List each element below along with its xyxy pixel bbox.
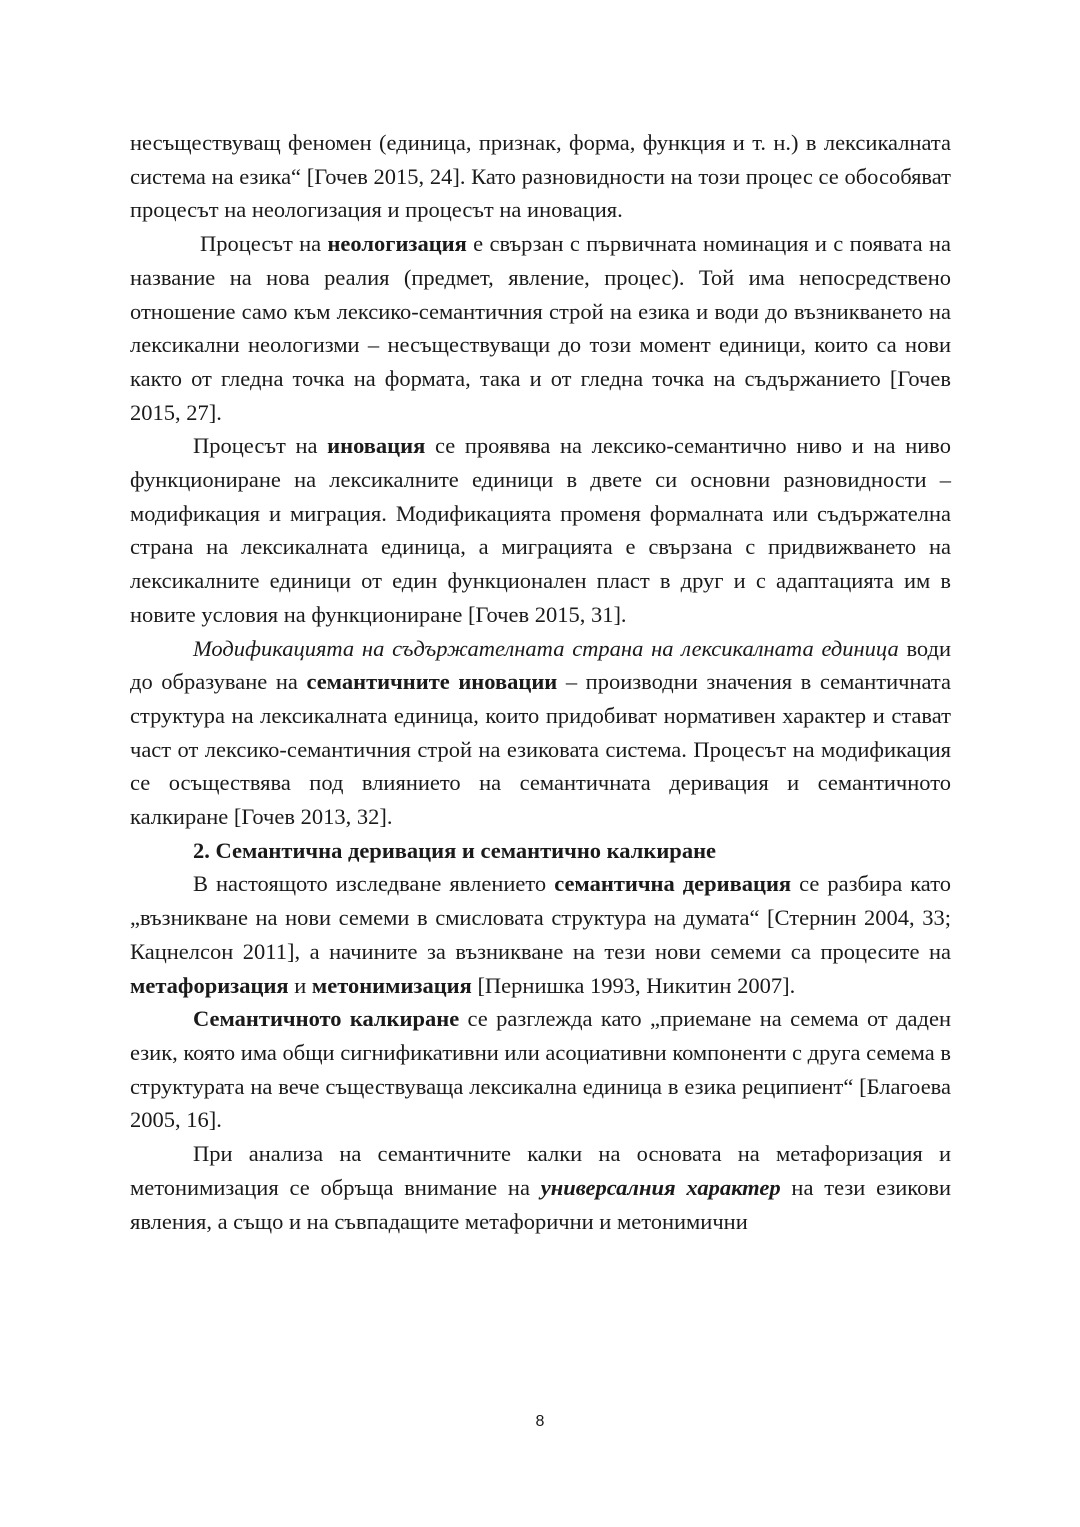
page-body: [130, 126, 951, 1238]
term-innovation: иновация: [327, 433, 426, 459]
page-number: 8: [535, 1413, 545, 1430]
paragraph-text: Процесът на: [200, 231, 328, 257]
term-metaphorization: метафоризация: [130, 972, 289, 998]
term-semantic-calque: Семантичното калкиране: [193, 1006, 460, 1032]
term-neologization: неологизация: [327, 231, 467, 257]
term-semantic-innovations: семантичните иновации: [306, 669, 558, 695]
paragraph-text: се проявява на лексико-семантично ниво и на ниво функциониране на лексикалните единици в двете си основни разновидности – модификация и миграция. Модификацията променя формалната или съдържателна страна на лексикалната единица, а миграцията е свързана с придвижването на лексикалните единици от един функционален пласт в друг и с адаптацията им в новите условия на функциониране [Гочев 2015, 31].: [130, 433, 951, 627]
paragraph-analysis: [130, 1137, 951, 1238]
term-universal-character: универсалния характер: [540, 1174, 781, 1200]
paragraph-text: на тези езикови явления, а също и на съвпадащите метафорични и метонимични: [130, 1174, 951, 1234]
paragraph-semantic-derivation: [130, 867, 951, 1002]
paragraph-text: [Пернишка 1993, Никитин 2007].: [471, 972, 796, 998]
paragraph-innovation: [130, 429, 951, 631]
paragraph-text: се разбира като „възникване на нови семеми в смисловата структура на думата“ [Стернин 2004, 33; Кацнелсон 2011], а начините за възникване на тези нови семеми са процесите на: [130, 871, 951, 964]
paragraph-text: – производни значения в семантичната структура на лексикалната единица, които придобиват нормативен характер и стават част от лексико-семантичния строй на езиковата система. Процесът на модификация се осъществява под влиянието на семантичната деривация и семантичното калкиране [Гочев 2013, 32].: [130, 669, 951, 830]
paragraph-text: и: [288, 972, 312, 998]
paragraph-text: води до образуване на: [130, 635, 952, 695]
term-semantic-derivation: семантична деривация: [554, 871, 792, 897]
paragraph-text: Процесът на: [193, 433, 328, 459]
paragraph-text: е свързан с първичната номинация и с появата на название на нова реалия (предмет, явление, процес). Той има непосредствено отношение само към лексико-семантичния строй на езика и води до възникването на лексикални неологизми – несъществуващи до този момент единици, които са нови както от гледна точка на формата, така и от гледна точка на съдържанието [Гочев 2015, 27].: [130, 231, 951, 425]
paragraph-text: В настоящото изследване явлението: [193, 871, 555, 897]
paragraph-neologization: [130, 227, 951, 429]
paragraph-semantic-calque: [130, 1002, 951, 1137]
paragraph-continuation: несъществуващ феномен (единица, признак, форма, функция и т. н.) в лексикалната система на езика“ [Гочев 2015, 24]. Като разновидности на този процес се обособяват процесът на неологизация и процесът на иновация.: [130, 130, 951, 223]
italic-phrase: Модификацията на съдържателната страна на лексикалната единица: [193, 635, 899, 661]
term-metonymization: метонимизация: [311, 972, 472, 998]
paragraph-text: При анализа на семантичните калки на основата на метафоризация и метонимизация се обръща внимание на: [130, 1141, 951, 1200]
paragraph-modification: [130, 632, 951, 834]
section-heading: 2. Семантична деривация и семантично калкиране: [193, 837, 717, 863]
paragraph-text: се разглежда като „приемане на семема от даден език, която има общи сигнификативни или асоциативни компоненти с друга семема в структурата на вече съществуваща лексикална единица в езика реципиент“ [Благоева 2005, 16].: [130, 1006, 951, 1133]
